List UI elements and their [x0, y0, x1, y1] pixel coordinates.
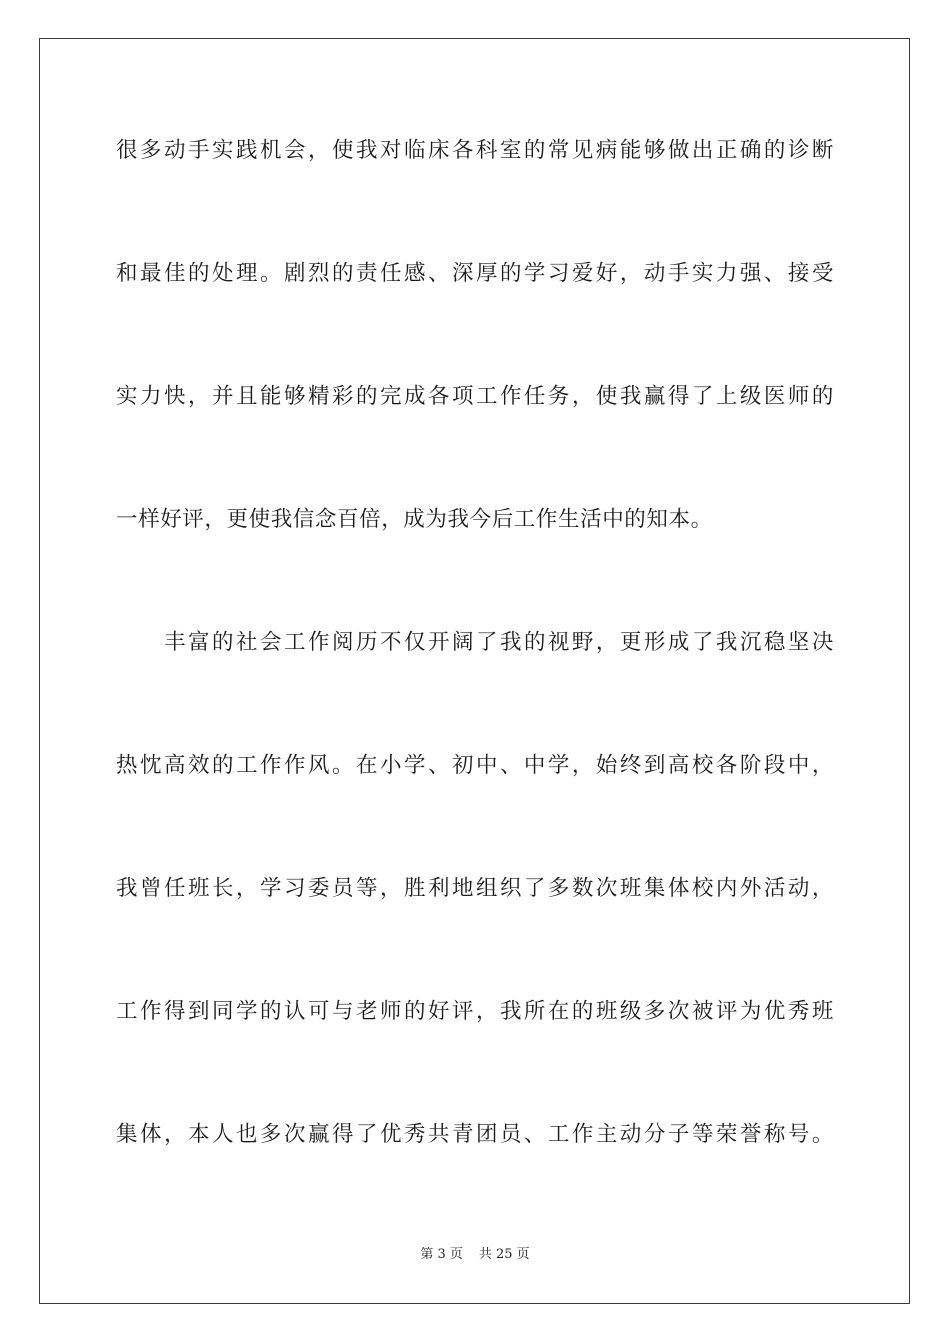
- page-total: 共 25 页: [478, 1247, 530, 1262]
- paragraph-2-line-5: 集体，本人也多次赢得了优秀共青团员、工作主动分子等荣誉称号。: [116, 1122, 834, 1147]
- page-number: 第 3 页: [420, 1247, 463, 1262]
- paragraph-2-line-3: 我曾任班长，学习委员等，胜利地组织了多数次班集体校内外活动，: [116, 876, 834, 901]
- paragraph-1-line-2: 和最佳的处理。剧烈的责任感、深厚的学习爱好，动手实力强、接受: [116, 261, 834, 286]
- paragraph-2-line-1: 丰富的社会工作阅历不仅开阔了我的视野，更形成了我沉稳坚决: [164, 630, 834, 655]
- paragraph-1-line-4: 一样好评，更使我信念百倍，成为我今后工作生活中的知本。: [116, 507, 713, 532]
- paragraph-2-line-2: 热忱高效的工作作风。在小学、初中、中学，始终到高校各阶段中，: [116, 753, 834, 778]
- paragraph-2-line-4: 工作得到同学的认可与老师的好评，我所在的班级多次被评为优秀班: [116, 999, 834, 1024]
- paragraph-1-line-1: 很多动手实践机会，使我对临床各科室的常见病能够做出正确的诊断: [116, 138, 834, 163]
- paragraph-1-line-3: 实力快，并且能够精彩的完成各项工作任务，使我赢得了上级医师的: [116, 384, 834, 409]
- page-footer: [0, 1246, 950, 1264]
- page-border: [39, 38, 910, 1304]
